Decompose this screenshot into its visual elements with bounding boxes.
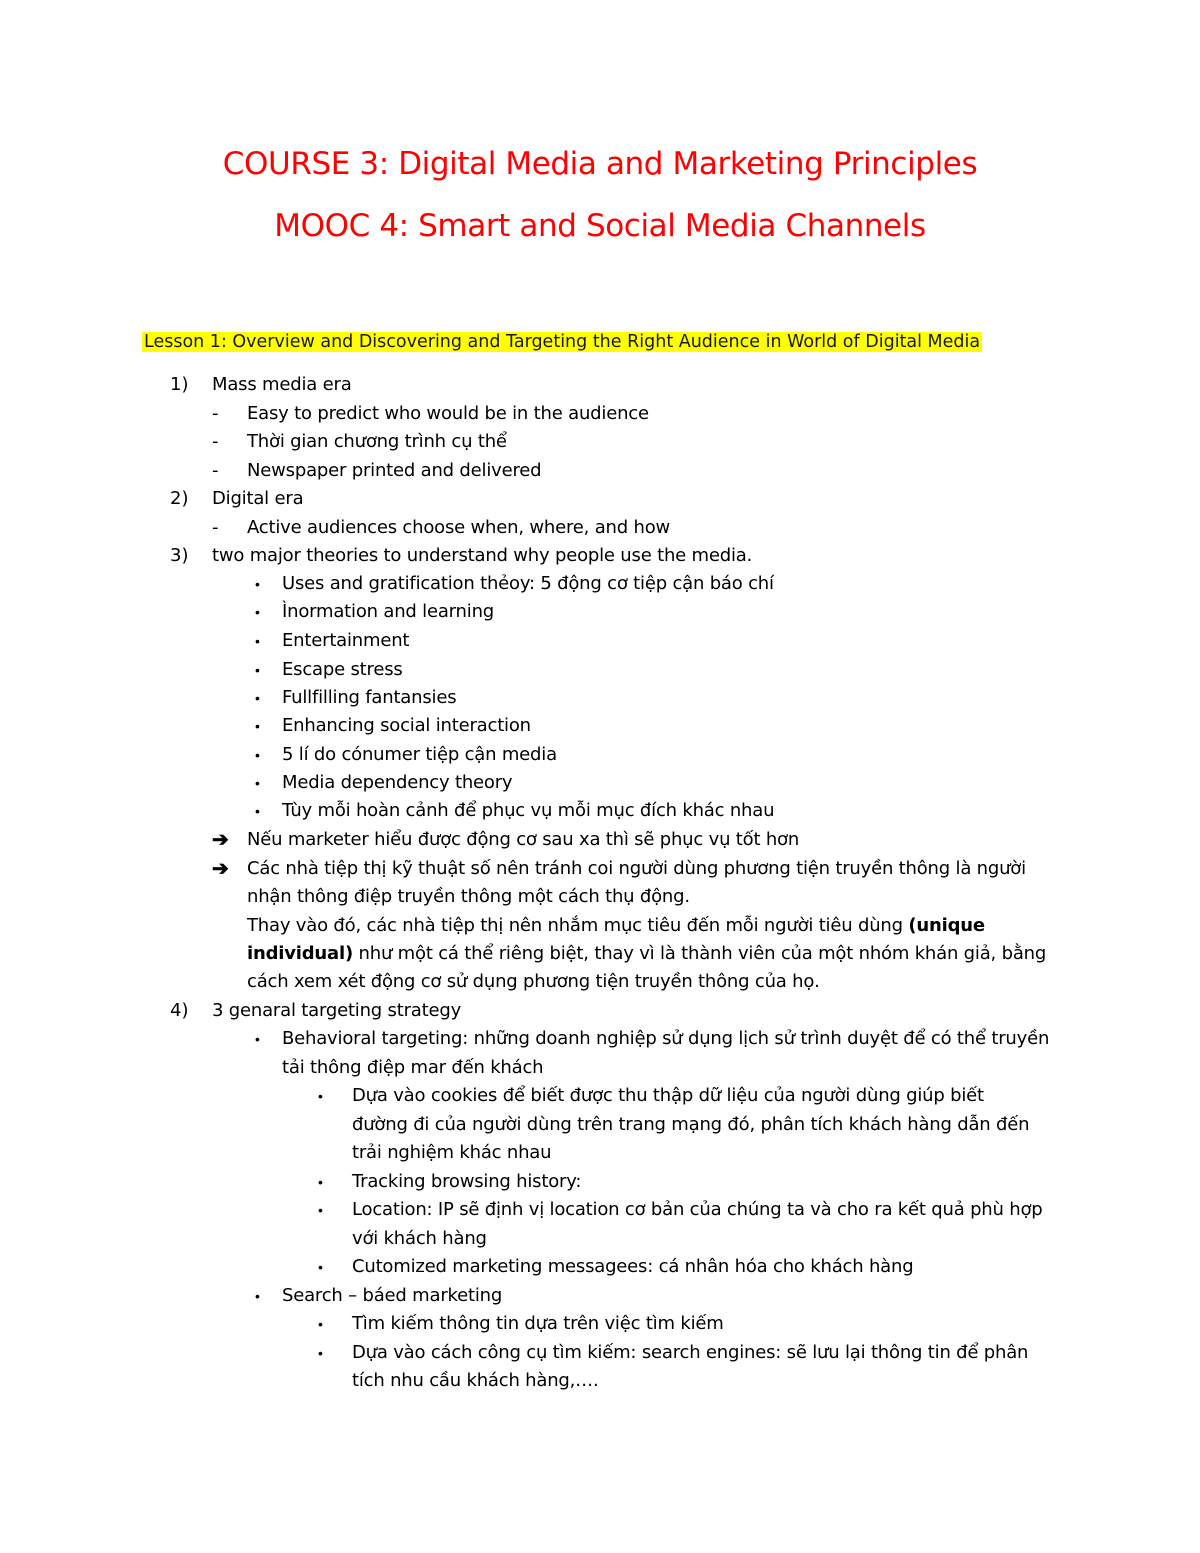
arrow-icon: ➔ <box>212 829 229 851</box>
list-item: Newspaper printed and delivered <box>247 460 542 481</box>
bullet-marker: • <box>255 576 260 592</box>
bullet-marker: • <box>318 1202 323 1218</box>
bullet-marker: • <box>255 747 260 763</box>
sub-bullet-item: Tracking browsing history: <box>352 1171 582 1192</box>
bullet-marker: • <box>255 803 260 819</box>
bullet-item: Entertainment <box>282 630 410 651</box>
bullet-marker: • <box>318 1174 323 1190</box>
bullet-marker: • <box>255 775 260 791</box>
section-title: Digital era <box>212 488 304 509</box>
bullet-marker: • <box>318 1345 323 1361</box>
bullet-marker: • <box>255 1031 260 1047</box>
course-title: COURSE 3: Digital Media and Marketing Principles <box>222 146 978 182</box>
dash-marker: - <box>212 460 219 481</box>
mooc-title: MOOC 4: Smart and Social Media Channels <box>274 208 926 244</box>
sub-bullet-line: Dựa vào cách công cụ tìm kiếm: search engines: sẽ lưu lại thông tin để phân <box>352 1342 1029 1363</box>
bullet-marker: • <box>255 662 260 678</box>
arrow-item: Nếu marketer hiểu được động cơ sau xa thì sẽ phục vụ tốt hơn <box>247 829 800 850</box>
sub-bullet-line: Dựa vào cookies để biết được thu thập dữ liệu của người dùng giúp biết <box>352 1085 984 1106</box>
dash-marker: - <box>212 431 219 452</box>
bullet-item: Ìnormation and learning <box>282 601 494 622</box>
lesson-title-highlight: Lesson 1: Overview and Discovering and Targeting the Right Audience in World of Digital Media <box>144 332 981 352</box>
dash-marker: - <box>212 403 219 424</box>
paragraph-line <box>247 942 1046 966</box>
bullet-marker: • <box>318 1088 323 1104</box>
bullet-marker: • <box>255 690 260 706</box>
sub-bullet-item: Cutomized marketing messagees: cá nhân hóa cho khách hàng <box>352 1256 914 1277</box>
sub-bullet-line: với khách hàng <box>352 1228 487 1249</box>
bullet-item-line: tải thông điệp mar đến khách <box>282 1057 544 1078</box>
bullet-marker: • <box>255 604 260 620</box>
bullet-item: Enhancing social interaction <box>282 715 531 736</box>
sub-bullet-line: đường đi của người dùng trên trang mạng đó, phân tích khách hàng dẫn đến <box>352 1114 1030 1135</box>
sub-bullet-line: Location: IP sẽ định vị location cơ bản của chúng ta và cho ra kết quả phù hợp <box>352 1199 1043 1220</box>
bullet-marker: • <box>255 718 260 734</box>
paragraph-line: cách xem xét động cơ sử dụng phương tiện truyền thông của họ. <box>247 971 820 992</box>
bullet-item: Tùy mỗi hoàn cảnh để phục vụ mỗi mục đích khác nhau <box>282 800 775 821</box>
section-number: 3) <box>170 545 189 566</box>
section-number: 2) <box>170 488 189 509</box>
section-title: Mass media era <box>212 374 352 395</box>
bullet-item: Fullfilling fantansies <box>282 687 457 708</box>
emphasis-text: (unique <box>908 915 985 936</box>
section-number: 4) <box>170 1000 189 1021</box>
bullet-item: Escape stress <box>282 659 403 680</box>
bullet-marker: • <box>255 1288 260 1304</box>
bullet-item: 5 lí do cónumer tiệp cận media <box>282 744 557 765</box>
list-item: Active audiences choose when, where, and how <box>247 517 671 538</box>
bullet-marker: • <box>318 1316 323 1332</box>
list-item: Thời gian chương trình cụ thể <box>247 431 507 452</box>
lesson-heading <box>141 330 983 354</box>
arrow-item-line: Các nhà tiệp thị kỹ thuật số nên tránh coi người dùng phương tiện truyền thông là người <box>247 858 1026 879</box>
section-title: two major theories to understand why people use the media. <box>212 545 753 566</box>
section-number: 1) <box>170 374 189 395</box>
paragraph-line <box>247 914 985 938</box>
bullet-marker: • <box>318 1259 323 1275</box>
bullet-item: Search – báed marketing <box>282 1285 503 1306</box>
sub-bullet-line: trải nghiệm khác nhau <box>352 1142 552 1163</box>
sub-bullet-item: Tìm kiếm thông tin dựa trên việc tìm kiếm <box>352 1313 724 1334</box>
bullet-item: Uses and gratification thẻoy: 5 động cơ tiệp cận báo chí <box>282 573 774 594</box>
arrow-icon: ➔ <box>212 858 229 880</box>
bullet-item: Media dependency theory <box>282 772 513 793</box>
section-title: 3 genaral targeting strategy <box>212 1000 462 1021</box>
emphasis-text: individual) <box>247 943 353 964</box>
sub-bullet-line: tích nhu cầu khách hàng,…. <box>352 1370 599 1391</box>
arrow-item-line: nhận thông điệp truyền thông một cách thụ động. <box>247 886 690 907</box>
bullet-item-line: Behavioral targeting: những doanh nghiệp sử dụng lịch sử trình duyệt để có thể truyền <box>282 1028 1050 1049</box>
list-item: Easy to predict who would be in the audience <box>247 403 649 424</box>
paragraph-text: Thay vào đó, các nhà tiệp thị nên nhắm mục tiêu đến mỗi người tiêu dùng <box>247 915 909 936</box>
paragraph-text: như một cá thể riêng biệt, thay vì là thành viên của một nhóm khán giả, bằng <box>353 943 1047 964</box>
bullet-marker: • <box>255 633 260 649</box>
dash-marker: - <box>212 517 219 538</box>
